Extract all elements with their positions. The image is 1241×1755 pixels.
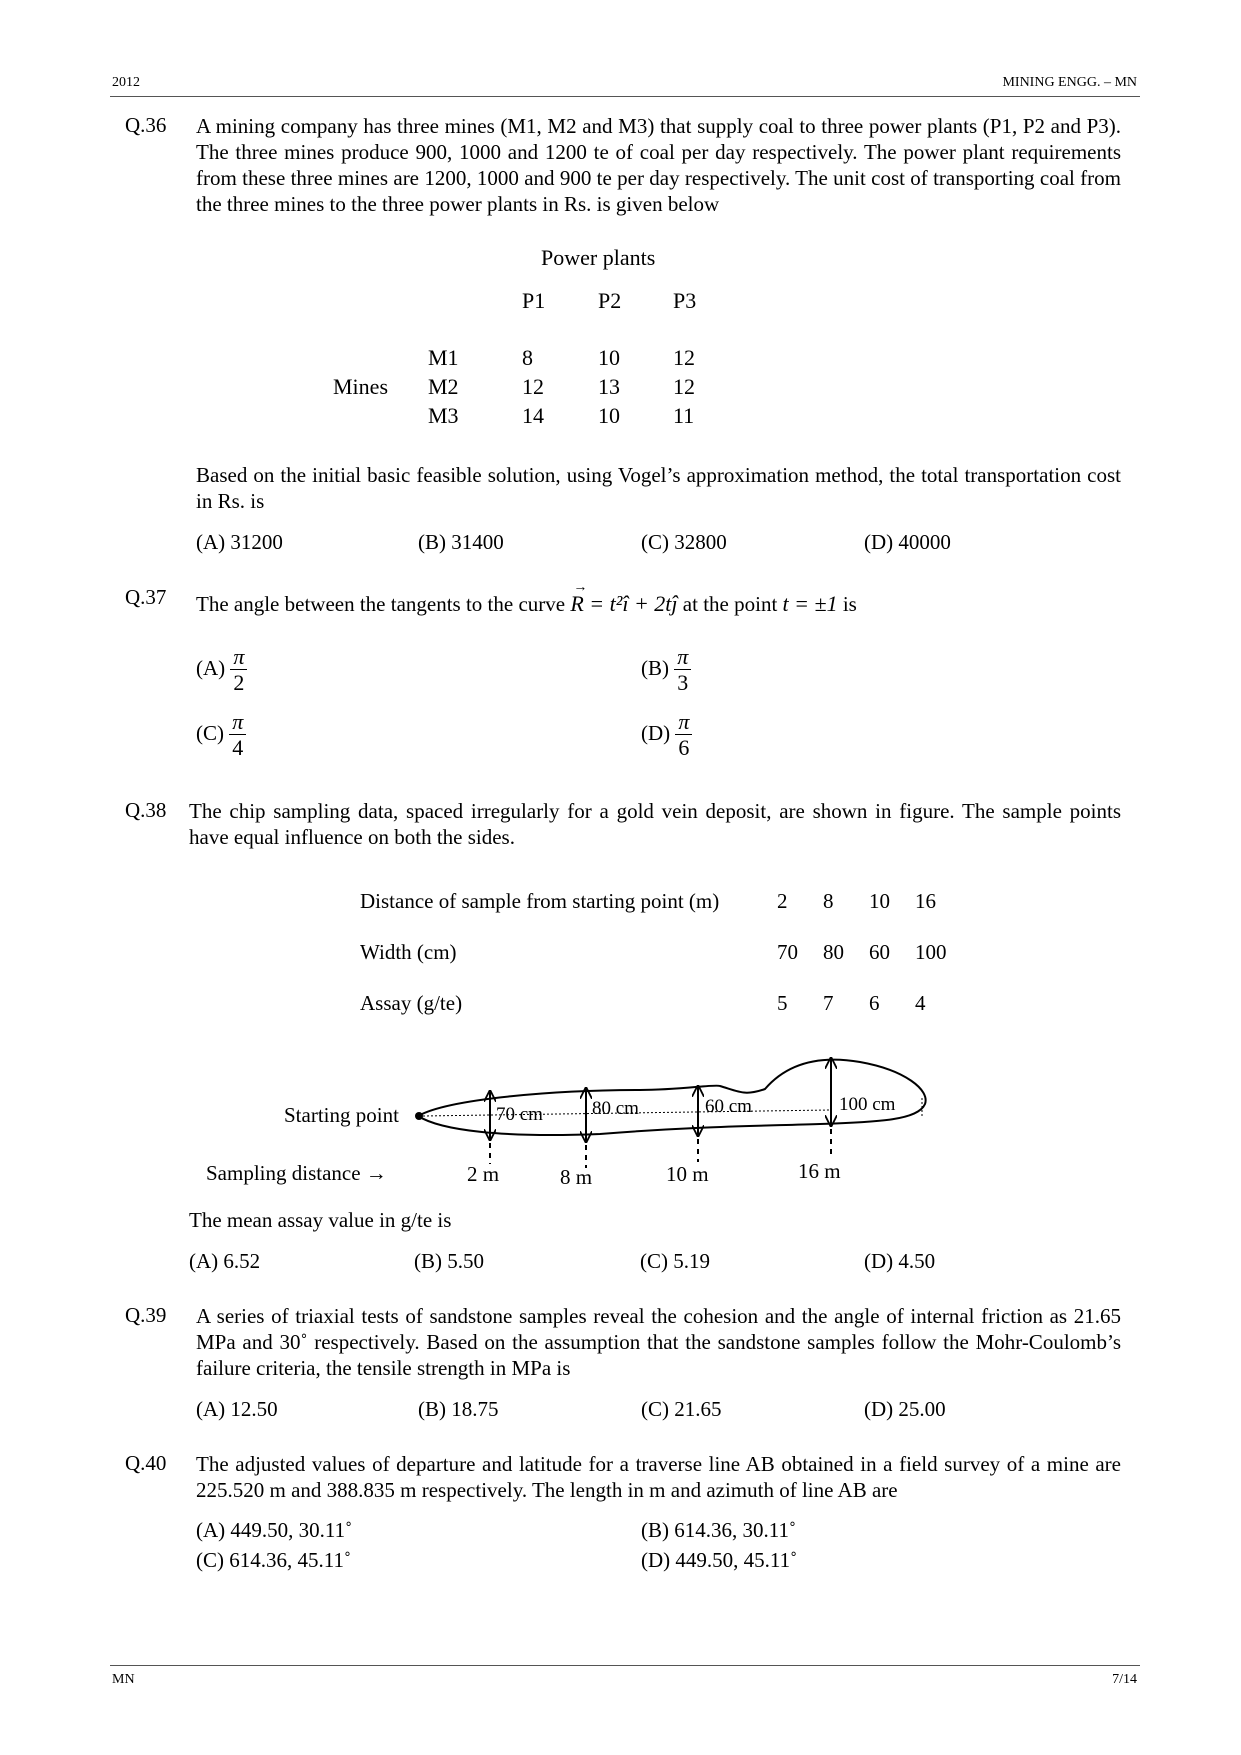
q36-col-p1: P1 bbox=[522, 288, 546, 313]
q38-cell: 60 bbox=[869, 940, 890, 964]
fraction-denominator: 2 bbox=[233, 670, 245, 695]
q38-cell: 4 bbox=[915, 991, 926, 1015]
footer-code: MN bbox=[112, 1672, 135, 1687]
vector-arrow-icon: → bbox=[573, 580, 588, 595]
q38-cell: 7 bbox=[823, 991, 834, 1015]
q40-option-d[interactable]: (D) 449.50, 45.11˚ bbox=[641, 1548, 798, 1572]
q36-row-m2: M2 bbox=[428, 374, 459, 399]
q37-text bbox=[196, 580, 857, 617]
q40-option-c[interactable]: (C) 614.36, 45.11˚ bbox=[196, 1548, 351, 1572]
starting-point-label: Starting point bbox=[284, 1103, 399, 1127]
q36-row-group: Mines bbox=[333, 374, 388, 399]
q37-number: Q.37 bbox=[125, 585, 167, 609]
q38-cell: 5 bbox=[777, 991, 788, 1015]
q37-option-b-label: (B) bbox=[641, 655, 669, 680]
fraction-numerator: π bbox=[675, 711, 692, 735]
q37-option-b-fraction bbox=[674, 646, 691, 694]
q38-number: Q.38 bbox=[125, 798, 167, 822]
q36-text: A mining company has three mines (M1, M2 and M3) that supply coal to three power plants (P1, P2 and P3). The three mines produce 900, 1000 and 1200 te of coal per day respectively. The power plant requirements from these three mines are 1200, 1000 and 900 te per day respectively. The unit cost of transporting coal from the three mines to the three power plants in Rs. is given below bbox=[196, 114, 1121, 216]
q38-cell: 2 bbox=[777, 889, 788, 913]
q37-option-d-label: (D) bbox=[641, 720, 671, 745]
fraction-denominator: 3 bbox=[677, 670, 689, 695]
q37-option-a-fraction bbox=[230, 646, 247, 694]
q36-col-p2: P2 bbox=[598, 288, 622, 313]
header-rule bbox=[110, 96, 1140, 97]
q39-option-c[interactable]: (C) 21.65 bbox=[641, 1397, 722, 1421]
q39-text: A series of triaxial tests of sandstone samples reveal the cohesion and the angle of internal friction as 21.65 MPa and 30˚ respectively. Based on the assumption that the sandstone samples follow the Mohr-Coulomb’s failure criteria, the tensile strength in MPa is bbox=[196, 1304, 1121, 1380]
q38-cell: 70 bbox=[777, 940, 798, 964]
header-year: 2012 bbox=[112, 75, 140, 90]
q36-cell: 11 bbox=[673, 403, 695, 428]
q38-text: The chip sampling data, spaced irregularly for a gold vein deposit, are shown in figure. The sample points have equal influence on both the sides. bbox=[189, 799, 1121, 849]
q37-option-d[interactable] bbox=[641, 711, 692, 759]
q36-cell: 12 bbox=[673, 374, 695, 399]
distance-label: 16 m bbox=[798, 1159, 841, 1183]
q37-option-b[interactable] bbox=[641, 646, 691, 694]
q39-option-d[interactable]: (D) 25.00 bbox=[864, 1397, 946, 1421]
q39-option-a[interactable]: (A) 12.50 bbox=[196, 1397, 278, 1421]
q37-option-c-fraction bbox=[229, 711, 246, 759]
q36-table-title: Power plants bbox=[541, 245, 656, 270]
q38-option-b[interactable]: (B) 5.50 bbox=[414, 1249, 484, 1273]
q36-cell: 10 bbox=[598, 345, 620, 370]
q38-cell: 8 bbox=[823, 889, 834, 913]
q36-option-c[interactable]: (C) 32800 bbox=[641, 530, 727, 554]
q38-cell: 100 bbox=[915, 940, 947, 964]
width-label: 70 cm bbox=[496, 1104, 543, 1125]
q37-option-c[interactable] bbox=[196, 711, 246, 759]
q36-row-m3: M3 bbox=[428, 403, 459, 428]
q37-text-after: is bbox=[842, 592, 857, 616]
fraction-numerator: π bbox=[674, 646, 691, 670]
q36-cell: 14 bbox=[522, 403, 544, 428]
q38-row-label: Assay (g/te) bbox=[360, 991, 463, 1015]
q38-option-c[interactable]: (C) 5.19 bbox=[640, 1249, 710, 1273]
distance-label: 8 m bbox=[560, 1165, 593, 1189]
fraction-denominator: 6 bbox=[678, 735, 690, 760]
q37-option-a-label: (A) bbox=[196, 655, 226, 680]
q37-point-formula: t = ±1 bbox=[782, 591, 838, 616]
q38-question: The mean assay value in g/te is bbox=[189, 1208, 452, 1232]
q37-option-d-fraction bbox=[675, 711, 692, 759]
q36-cell: 12 bbox=[673, 345, 695, 370]
q39-option-b[interactable]: (B) 18.75 bbox=[418, 1397, 499, 1421]
q36-cell: 8 bbox=[522, 345, 533, 370]
q37-option-a[interactable] bbox=[196, 646, 247, 694]
width-label: 80 cm bbox=[592, 1098, 639, 1119]
q37-curve-formula: → R = t²î + 2tĵ bbox=[570, 591, 677, 616]
q36-number: Q.36 bbox=[125, 113, 167, 137]
q38-option-d[interactable]: (D) 4.50 bbox=[864, 1249, 936, 1273]
q37-option-c-label: (C) bbox=[196, 720, 224, 745]
q36-option-a[interactable]: (A) 31200 bbox=[196, 530, 283, 554]
vein-sampling-diagram bbox=[0, 1040, 1241, 1200]
footer-rule bbox=[110, 1665, 1140, 1666]
q36-option-d[interactable]: (D) 40000 bbox=[864, 530, 951, 554]
q38-cell: 10 bbox=[869, 889, 890, 913]
q36-cell: 12 bbox=[522, 374, 544, 399]
fraction-denominator: 4 bbox=[232, 735, 244, 760]
fraction-numerator: π bbox=[229, 711, 246, 735]
q38-row-label: Distance of sample from starting point (m) bbox=[360, 889, 720, 913]
q38-cell: 16 bbox=[915, 889, 936, 913]
width-label: 100 cm bbox=[839, 1094, 896, 1115]
q36-cell: 13 bbox=[598, 374, 620, 399]
q38-row-label: Width (cm) bbox=[360, 940, 457, 964]
q36-col-p3: P3 bbox=[673, 288, 697, 313]
q37-text-mid: at the point bbox=[682, 592, 778, 616]
q38-cell: 6 bbox=[869, 991, 880, 1015]
q36-option-b[interactable]: (B) 31400 bbox=[418, 530, 504, 554]
sampling-distance-label: Sampling distance → bbox=[206, 1161, 387, 1185]
q36-row-m1: M1 bbox=[428, 345, 459, 370]
q39-number: Q.39 bbox=[125, 1303, 167, 1327]
distance-label: 10 m bbox=[666, 1162, 709, 1186]
fraction-numerator: π bbox=[230, 646, 247, 670]
q40-option-b[interactable]: (B) 614.36, 30.11˚ bbox=[641, 1518, 796, 1542]
q38-cell: 80 bbox=[823, 940, 844, 964]
q40-option-a[interactable]: (A) 449.50, 30.11˚ bbox=[196, 1518, 353, 1542]
page-number: 7/14 bbox=[1112, 1672, 1137, 1687]
distance-label: 2 m bbox=[467, 1162, 500, 1186]
q36-cell: 10 bbox=[598, 403, 620, 428]
header-subject: MINING ENGG. – MN bbox=[1002, 75, 1137, 90]
starting-point-marker bbox=[415, 1112, 423, 1120]
q38-option-a[interactable]: (A) 6.52 bbox=[189, 1249, 261, 1273]
width-label: 60 cm bbox=[705, 1096, 752, 1117]
q36-question: Based on the initial basic feasible solution, using Vogel’s approximation method, the total transportation cost in Rs. is bbox=[196, 463, 1121, 513]
q40-text: The adjusted values of departure and latitude for a traverse line AB obtained in a field survey of a mine are 225.520 m and 388.835 m respectively. The length in m and azimuth of line AB are bbox=[196, 1452, 1121, 1502]
q40-number: Q.40 bbox=[125, 1451, 167, 1475]
q37-text-before: The angle between the tangents to the curve bbox=[196, 592, 566, 616]
